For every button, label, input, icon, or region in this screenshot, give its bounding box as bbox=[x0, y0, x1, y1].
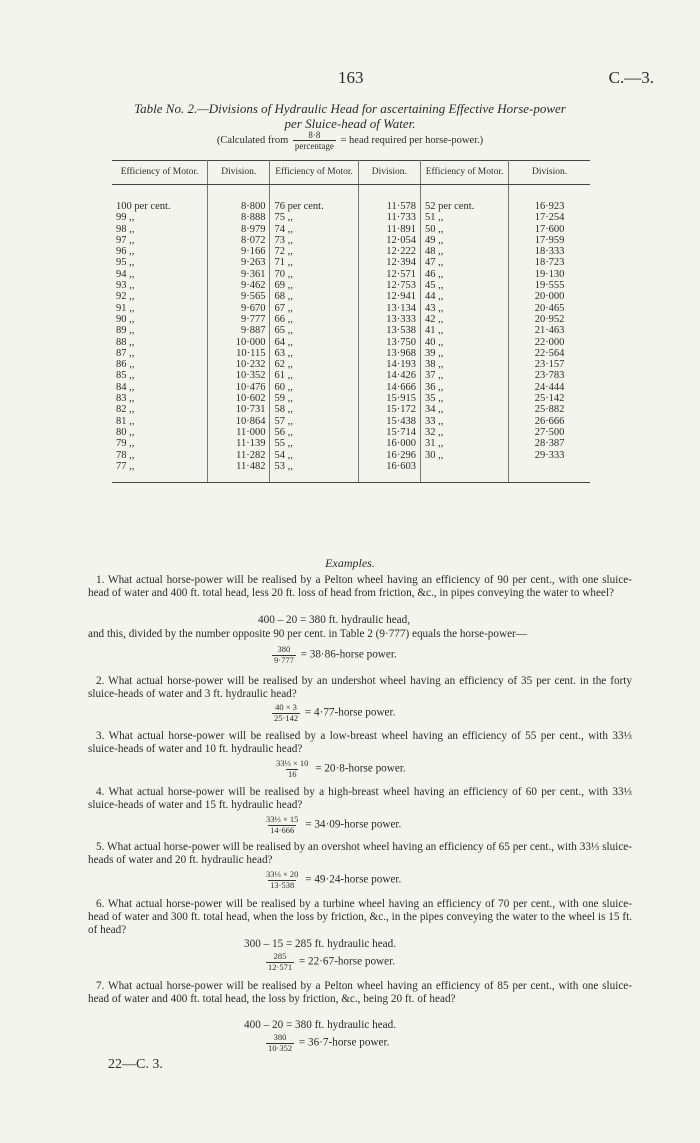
cell-division-1: 10·602 bbox=[208, 393, 270, 404]
cell-division-3: 20·465 bbox=[534, 302, 565, 314]
cell-division-3: 26·666 bbox=[534, 415, 565, 427]
table-row bbox=[112, 461, 590, 472]
page-footer: 22—C. 3. bbox=[108, 1057, 163, 1072]
examples-heading: Examples. bbox=[325, 556, 375, 570]
example-1-note: and this, divided by the number opposite 90 per cent. in Table 2 (9·777) equals the horse-power— bbox=[88, 628, 527, 640]
page-header bbox=[0, 68, 700, 90]
cell-efficiency-1: 79 ,, bbox=[112, 438, 208, 449]
cell-division-1: 8·888 bbox=[208, 212, 270, 223]
subtitle-fraction: $\frac{8\cdot 8}{\text{percentage}}$ bbox=[294, 130, 334, 151]
cell-efficiency-1: 83 ,, bbox=[112, 393, 208, 404]
cell-efficiency-1: 77 ,, bbox=[112, 461, 208, 472]
cell-division-3: 23·157 bbox=[534, 359, 565, 371]
example-1-result: $\frac{380}{9\cdot 777}$ = 38·86-horse power. bbox=[274, 644, 397, 665]
page-number: 163 bbox=[338, 68, 364, 87]
cell-efficiency-2: 53 ,, bbox=[270, 461, 358, 472]
cell-efficiency-3: 46 ,, bbox=[420, 269, 508, 280]
cell-efficiency-1: 78 ,, bbox=[112, 450, 208, 461]
cell-efficiency-1: 93 ,, bbox=[112, 280, 208, 291]
cell-division-1: 9·361 bbox=[208, 269, 270, 280]
cell-division-1: 10·731 bbox=[208, 404, 270, 415]
cell-division-1: 8·800 bbox=[208, 201, 270, 212]
cell-division-3: 16·923 bbox=[534, 201, 565, 212]
table-row bbox=[112, 224, 590, 235]
table-row bbox=[112, 291, 590, 302]
table-row bbox=[112, 416, 590, 427]
cell-division-1: 9·887 bbox=[208, 325, 270, 336]
cell-efficiency-3: 37 ,, bbox=[420, 370, 508, 381]
cell-division-3: 22·564 bbox=[534, 347, 565, 359]
cell-efficiency-3 bbox=[420, 461, 508, 472]
cell-efficiency-1: 92 ,, bbox=[112, 291, 208, 302]
cell-division-2: 14·426 bbox=[358, 370, 420, 381]
example-5-text: 5. What actual horse-power will be realised by an overshot wheel having an efficiency of 65 per cent., with 33⅓ sluice-heads of water and 20 ft. hydraulic head? bbox=[88, 841, 632, 867]
table-row bbox=[112, 427, 590, 438]
cell-division-2: 12·571 bbox=[358, 269, 420, 280]
cell-efficiency-2: 66 ,, bbox=[270, 314, 358, 325]
cell-division-3: 18·333 bbox=[534, 246, 565, 258]
cell-division-3: 17·600 bbox=[534, 223, 565, 235]
cell-division-2: 13·968 bbox=[358, 348, 420, 359]
cell-division-2: 11·891 bbox=[358, 224, 420, 235]
cell-division-3: 28·387 bbox=[534, 438, 565, 450]
col-header-efficiency-2: Efficiency of Motor. bbox=[270, 161, 358, 185]
cell-division-1: 8·072 bbox=[208, 235, 270, 246]
col-header-division-2: Division. bbox=[358, 161, 420, 185]
cell-efficiency-2: 54 ,, bbox=[270, 450, 358, 461]
table-row bbox=[112, 450, 590, 461]
cell-division-3: 22·000 bbox=[534, 336, 565, 348]
example-7-text: 7. What actual horse-power will be realised by a Pelton wheel having an efficiency of 85 per cent., with one sluice-head of water and 400 ft. total head, the loss by friction, &c., being 20 ft. of head? bbox=[88, 980, 632, 1006]
cell-division-1: 10·232 bbox=[208, 359, 270, 370]
cell-division-2: 15·438 bbox=[358, 416, 420, 427]
table-row bbox=[112, 246, 590, 257]
example-2-result: $\frac{40 \times 3}{25\cdot 142}$ = 4·77-horse power. bbox=[274, 702, 396, 723]
cell-efficiency-1: 89 ,, bbox=[112, 325, 208, 336]
table-row bbox=[112, 325, 590, 336]
example-6-result: $\frac{285}{12\cdot 571}$ = 22·67-horse power. bbox=[268, 951, 395, 972]
cell-efficiency-3: 45 ,, bbox=[420, 280, 508, 291]
cell-efficiency-2: 65 ,, bbox=[270, 325, 358, 336]
cell-efficiency-1: 100 per cent. bbox=[112, 201, 208, 212]
table-end-row bbox=[112, 472, 590, 483]
cell-division-1: 8·979 bbox=[208, 224, 270, 235]
cell-efficiency-1: 85 ,, bbox=[112, 370, 208, 381]
cell-efficiency-3: 32 ,, bbox=[420, 427, 508, 438]
cell-efficiency-1: 96 ,, bbox=[112, 246, 208, 257]
cell-efficiency-2: 57 ,, bbox=[270, 416, 358, 427]
table-row bbox=[112, 212, 590, 223]
table-row bbox=[112, 404, 590, 415]
example-3-text: 3. What actual horse-power will be realised by a low-breast wheel having an efficiency of 55 per cent., with 33⅓ sluice-heads of water and 10 ft. hydraulic head? bbox=[88, 730, 632, 756]
cell-division-2: 14·193 bbox=[358, 359, 420, 370]
cell-efficiency-3: 42 ,, bbox=[420, 314, 508, 325]
cell-division-2: 16·296 bbox=[358, 450, 420, 461]
cell-division-3: 23·783 bbox=[534, 370, 565, 382]
cell-division-1: 9·263 bbox=[208, 257, 270, 268]
cell-division-1: 9·462 bbox=[208, 280, 270, 291]
cell-efficiency-3: 49 ,, bbox=[420, 235, 508, 246]
cell-division-2: 12·054 bbox=[358, 235, 420, 246]
cell-efficiency-2: 76 per cent. bbox=[270, 201, 358, 212]
table-row bbox=[112, 235, 590, 246]
cell-efficiency-3: 41 ,, bbox=[420, 325, 508, 336]
cell-division-3: 21·463 bbox=[534, 325, 565, 337]
cell-division-1: 10·864 bbox=[208, 416, 270, 427]
cell-efficiency-1: 90 ,, bbox=[112, 314, 208, 325]
example-4-result: $\frac{\text{33⅓ × 15}}{14\cdot 666}$ = 34·09-horse power. bbox=[266, 814, 402, 835]
cell-division-2: 11·578 bbox=[358, 201, 420, 212]
col-header-efficiency-1: Efficiency of Motor. bbox=[112, 161, 208, 185]
cell-efficiency-2: 59 ,, bbox=[270, 393, 358, 404]
cell-division-2: 12·753 bbox=[358, 280, 420, 291]
table-spacer-row bbox=[112, 185, 590, 202]
table-header-row bbox=[112, 161, 590, 185]
cell-efficiency-3: 52 per cent. bbox=[420, 201, 508, 212]
cell-division-3: 25·142 bbox=[534, 393, 565, 405]
table-title: Table No. 2.—Divisions of Hydraulic Head for ascertaining Effective Horse-power per Sluice-head of Water. bbox=[134, 101, 566, 131]
table-row bbox=[112, 438, 590, 449]
cell-efficiency-1: 86 ,, bbox=[112, 359, 208, 370]
cell-division-3: 25·882 bbox=[534, 404, 565, 416]
cell-efficiency-1: 80 ,, bbox=[112, 427, 208, 438]
cell-efficiency-3: 43 ,, bbox=[420, 303, 508, 314]
example-6-text: 6. What actual horse-power will be realised by a turbine wheel having an efficiency of 70 per cent., with one sluice-head of water and 300 ft. total head, when the loss by friction, &c., in the pipes conveying the water to the wheel is 15 ft. of head? bbox=[88, 898, 632, 937]
cell-efficiency-1: 91 ,, bbox=[112, 303, 208, 314]
table-row bbox=[112, 393, 590, 404]
cell-division-3: 19·130 bbox=[534, 268, 565, 280]
col-header-efficiency-3: Efficiency of Motor. bbox=[420, 161, 508, 185]
cell-efficiency-2: 71 ,, bbox=[270, 257, 358, 268]
example-1-text: 1. What actual horse-power will be realised by a Pelton wheel having an efficiency of 90 per cent., with one sluice-head of water and 400 ft. total head, less 20 ft. loss of head from friction, &c., in pipes conveying the water to wheel? bbox=[88, 574, 632, 600]
table-row bbox=[112, 382, 590, 393]
cell-efficiency-3: 50 ,, bbox=[420, 224, 508, 235]
cell-efficiency-2: 73 ,, bbox=[270, 235, 358, 246]
cell-division-3: 19·555 bbox=[534, 280, 565, 292]
table-row bbox=[112, 280, 590, 291]
cell-division-1: 11·282 bbox=[208, 450, 270, 461]
cell-division-2: 16·000 bbox=[358, 438, 420, 449]
cell-efficiency-2: 63 ,, bbox=[270, 348, 358, 359]
section-label: C.—3. bbox=[608, 68, 654, 87]
cell-division-2: 15·915 bbox=[358, 393, 420, 404]
table-row bbox=[112, 337, 590, 348]
cell-efficiency-1: 84 ,, bbox=[112, 382, 208, 393]
example-7-calc: 400 – 20 = 380 ft. hydraulic head. bbox=[244, 1019, 397, 1031]
col-header-division-3: Division. bbox=[509, 161, 590, 185]
cell-division-2: 15·714 bbox=[358, 427, 420, 438]
cell-efficiency-3: 39 ,, bbox=[420, 348, 508, 359]
cell-division-2: 12·394 bbox=[358, 257, 420, 268]
cell-division-1: 9·777 bbox=[208, 314, 270, 325]
cell-division-1: 10·115 bbox=[208, 348, 270, 359]
cell-efficiency-2: 56 ,, bbox=[270, 427, 358, 438]
cell-efficiency-2: 69 ,, bbox=[270, 280, 358, 291]
cell-efficiency-3: 44 ,, bbox=[420, 291, 508, 302]
cell-efficiency-3: 51 ,, bbox=[420, 212, 508, 223]
cell-division-3 bbox=[509, 461, 590, 472]
table-row bbox=[112, 348, 590, 359]
cell-division-2: 15·172 bbox=[358, 404, 420, 415]
cell-division-1: 11·482 bbox=[208, 461, 270, 472]
cell-efficiency-2: 62 ,, bbox=[270, 359, 358, 370]
cell-division-2: 11·733 bbox=[358, 212, 420, 223]
cell-division-3: 17·959 bbox=[534, 234, 565, 246]
example-6-calc: 300 – 15 = 285 ft. hydraulic head. bbox=[244, 938, 397, 950]
cell-division-2: 14·666 bbox=[358, 382, 420, 393]
cell-division-2: 13·538 bbox=[358, 325, 420, 336]
cell-division-3: 18·723 bbox=[534, 257, 565, 269]
cell-efficiency-1: 98 ,, bbox=[112, 224, 208, 235]
cell-efficiency-3: 38 ,, bbox=[420, 359, 508, 370]
cell-efficiency-1: 88 ,, bbox=[112, 337, 208, 348]
example-7-result: $\frac{380}{10\cdot 352}$ = 36·7-horse power. bbox=[268, 1032, 390, 1053]
cell-efficiency-1: 99 ,, bbox=[112, 212, 208, 223]
cell-efficiency-3: 40 ,, bbox=[420, 337, 508, 348]
cell-division-1: 11·000 bbox=[208, 427, 270, 438]
cell-division-2: 13·333 bbox=[358, 314, 420, 325]
cell-division-2: 12·941 bbox=[358, 291, 420, 302]
cell-efficiency-1: 87 ,, bbox=[112, 348, 208, 359]
table-row bbox=[112, 370, 590, 381]
cell-efficiency-2: 67 ,, bbox=[270, 303, 358, 314]
cell-efficiency-2: 74 ,, bbox=[270, 224, 358, 235]
example-2-text: 2. What actual horse-power will be realised by an undershot wheel having an efficiency of 35 per cent. in the forty sluice-heads of water and 3 ft. hydraulic head? bbox=[88, 675, 632, 701]
cell-division-1: 9·166 bbox=[208, 246, 270, 257]
cell-division-2: 13·750 bbox=[358, 337, 420, 348]
table-row bbox=[112, 314, 590, 325]
cell-division-3: 17·254 bbox=[534, 212, 565, 224]
table-row bbox=[112, 257, 590, 268]
table-row bbox=[112, 269, 590, 280]
divisions-table bbox=[112, 160, 590, 483]
cell-efficiency-2: 58 ,, bbox=[270, 404, 358, 415]
table-row bbox=[112, 201, 590, 212]
cell-efficiency-3: 33 ,, bbox=[420, 416, 508, 427]
example-3-result: $\frac{\text{33⅓ × 10}}{16}$ = 20·8-horse power. bbox=[276, 758, 406, 779]
example-4-text: 4. What actual horse-power will be realised by a high-breast wheel having an efficiency of 60 per cent., with 33⅓ sluice-heads of water and 15 ft. hydraulic head? bbox=[88, 786, 632, 812]
cell-division-1: 9·565 bbox=[208, 291, 270, 302]
cell-division-1: 9·670 bbox=[208, 303, 270, 314]
cell-efficiency-1: 82 ,, bbox=[112, 404, 208, 415]
cell-division-2: 16·603 bbox=[358, 461, 420, 472]
cell-division-1: 10·000 bbox=[208, 337, 270, 348]
cell-division-3: 29·333 bbox=[534, 449, 565, 461]
cell-efficiency-3: 35 ,, bbox=[420, 393, 508, 404]
example-5-result: $\frac{\text{33⅓ × 20}}{13\cdot 538}$ = 49·24-horse power. bbox=[266, 869, 402, 890]
cell-efficiency-2: 68 ,, bbox=[270, 291, 358, 302]
table-subtitle: (Calculated from $\frac{8\cdot 8}{\text{percentage}}$ = head required per horse-power.) bbox=[216, 130, 484, 151]
cell-division-3: 27·500 bbox=[534, 426, 565, 438]
cell-efficiency-3: 34 ,, bbox=[420, 404, 508, 415]
cell-efficiency-3: 36 ,, bbox=[420, 382, 508, 393]
cell-division-3: 20·000 bbox=[534, 291, 565, 303]
cell-division-2: 12·222 bbox=[358, 246, 420, 257]
table-row bbox=[112, 359, 590, 370]
cell-division-1: 10·476 bbox=[208, 382, 270, 393]
table-row bbox=[112, 303, 590, 314]
cell-efficiency-1: 81 ,, bbox=[112, 416, 208, 427]
cell-division-3: 24·444 bbox=[534, 381, 565, 393]
col-header-division-1: Division. bbox=[208, 161, 270, 185]
cell-efficiency-2: 70 ,, bbox=[270, 269, 358, 280]
cell-efficiency-2: 60 ,, bbox=[270, 382, 358, 393]
cell-efficiency-2: 61 ,, bbox=[270, 370, 358, 381]
cell-efficiency-1: 94 ,, bbox=[112, 269, 208, 280]
cell-efficiency-2: 64 ,, bbox=[270, 337, 358, 348]
cell-division-2: 13·134 bbox=[358, 303, 420, 314]
cell-efficiency-3: 47 ,, bbox=[420, 257, 508, 268]
cell-efficiency-1: 97 ,, bbox=[112, 235, 208, 246]
cell-efficiency-3: 30 ,, bbox=[420, 450, 508, 461]
example-1-calc: 400 – 20 = 380 ft. hydraulic head, bbox=[258, 614, 411, 626]
cell-efficiency-3: 48 ,, bbox=[420, 246, 508, 257]
cell-division-3: 20·952 bbox=[534, 313, 565, 325]
cell-division-1: 10·352 bbox=[208, 370, 270, 381]
cell-division-1: 11·139 bbox=[208, 438, 270, 449]
cell-efficiency-2: 55 ,, bbox=[270, 438, 358, 449]
cell-efficiency-1: 95 ,, bbox=[112, 257, 208, 268]
cell-efficiency-3: 31 ,, bbox=[420, 438, 508, 449]
cell-efficiency-2: 75 ,, bbox=[270, 212, 358, 223]
cell-efficiency-2: 72 ,, bbox=[270, 246, 358, 257]
